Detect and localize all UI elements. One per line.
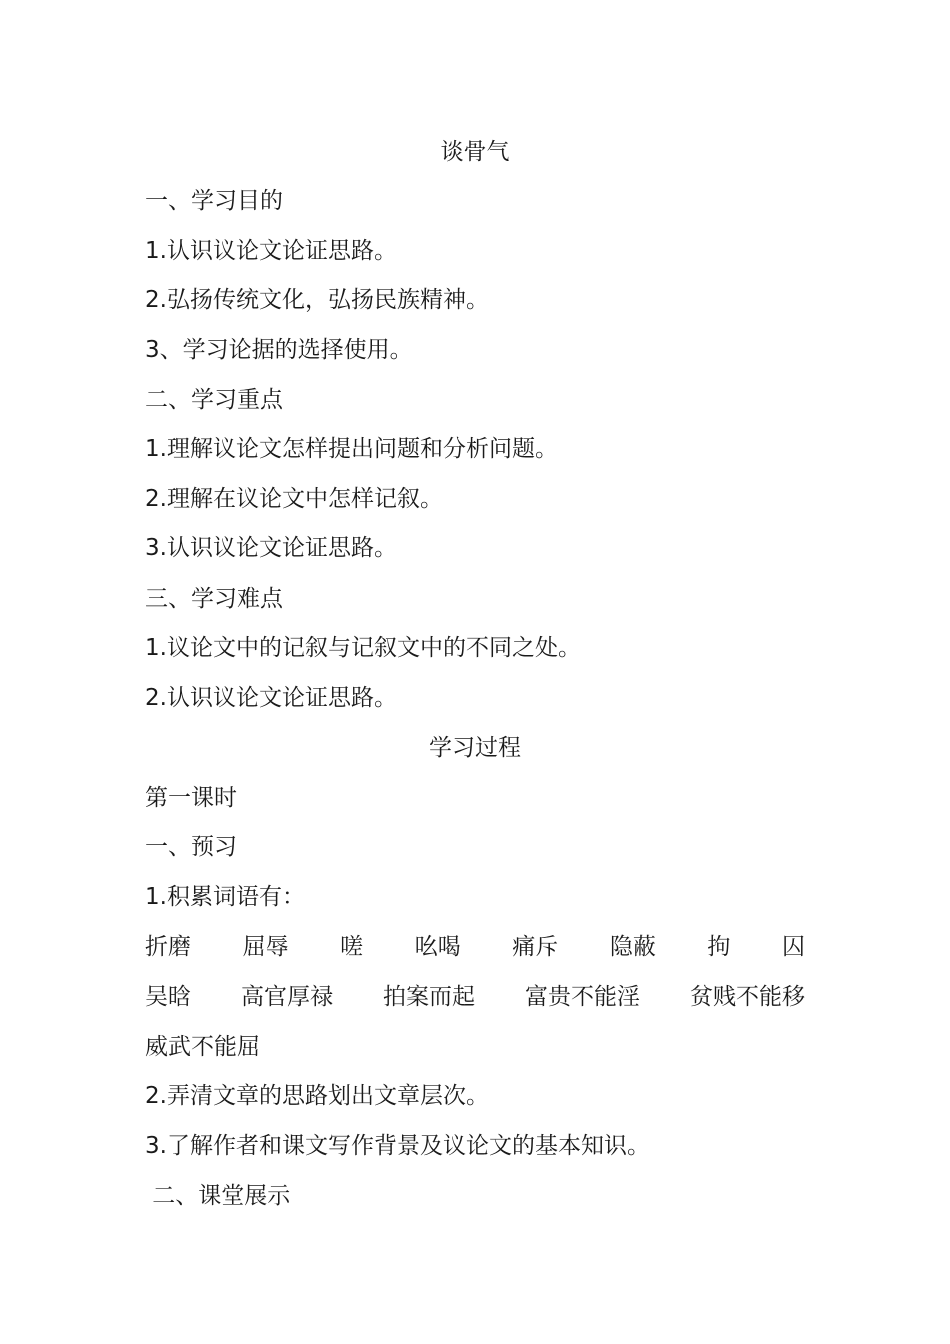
vocab-word: 拍案而起: [383, 984, 475, 1010]
vocab-word: 威武不能屈: [145, 1034, 260, 1060]
difficulty-item: 1.议论文中的记叙与记叙文中的不同之处。: [145, 635, 581, 661]
vocab-intro: 1.积累词语有：: [145, 884, 305, 910]
vocab-word: 吴晗: [145, 984, 191, 1010]
vocab-row: [145, 932, 805, 962]
key-point-item: 1.理解议论文怎样提出问题和分析问题。: [145, 436, 558, 462]
vocab-word: 痛斥: [512, 934, 559, 960]
section-heading-difficulties: 三、学习难点: [145, 586, 283, 612]
section-heading-classroom: 二、课堂展示: [145, 1183, 291, 1209]
preview-heading: 一、预习: [145, 834, 237, 860]
objective-item: 2.弘扬传统文化，弘扬民族精神。: [145, 287, 489, 313]
vocab-word: 拘: [707, 934, 731, 960]
preview-item: 2.弄清文章的思路划出文章层次。: [145, 1083, 489, 1109]
section-heading-key-points: 二、学习重点: [145, 387, 283, 413]
vocab-word: 屈辱: [242, 934, 289, 960]
vocab-word: 贫贱不能移: [690, 984, 805, 1010]
vocab-word: 高官厚禄: [241, 984, 333, 1010]
section-heading-objectives: 一、学习目的: [145, 188, 283, 214]
objective-item: 3、学习论据的选择使用。: [145, 337, 413, 363]
difficulty-item: 2.认识议论文论证思路。: [145, 685, 397, 711]
vocab-word: 折磨: [145, 934, 191, 960]
preview-item: 3.了解作者和课文写作背景及议论文的基本知识。: [145, 1133, 650, 1159]
key-point-item: 3.认识议论文论证思路。: [145, 535, 397, 561]
vocab-word: 富贵不能淫: [525, 984, 640, 1010]
lesson-label: 第一课时: [145, 785, 237, 811]
document-title: 谈骨气: [440, 139, 510, 165]
objective-item: 1.认识议论文论证思路。: [145, 238, 397, 264]
vocab-word: 嗟: [340, 934, 364, 960]
process-title: 学习过程: [429, 735, 521, 761]
vocab-word: 囚: [781, 934, 805, 960]
vocab-word: 隐蔽: [609, 934, 656, 960]
key-point-item: 2.理解在议论文中怎样记叙。: [145, 486, 443, 512]
vocab-row: [145, 982, 805, 1012]
vocab-word: 吆喝: [414, 934, 461, 960]
